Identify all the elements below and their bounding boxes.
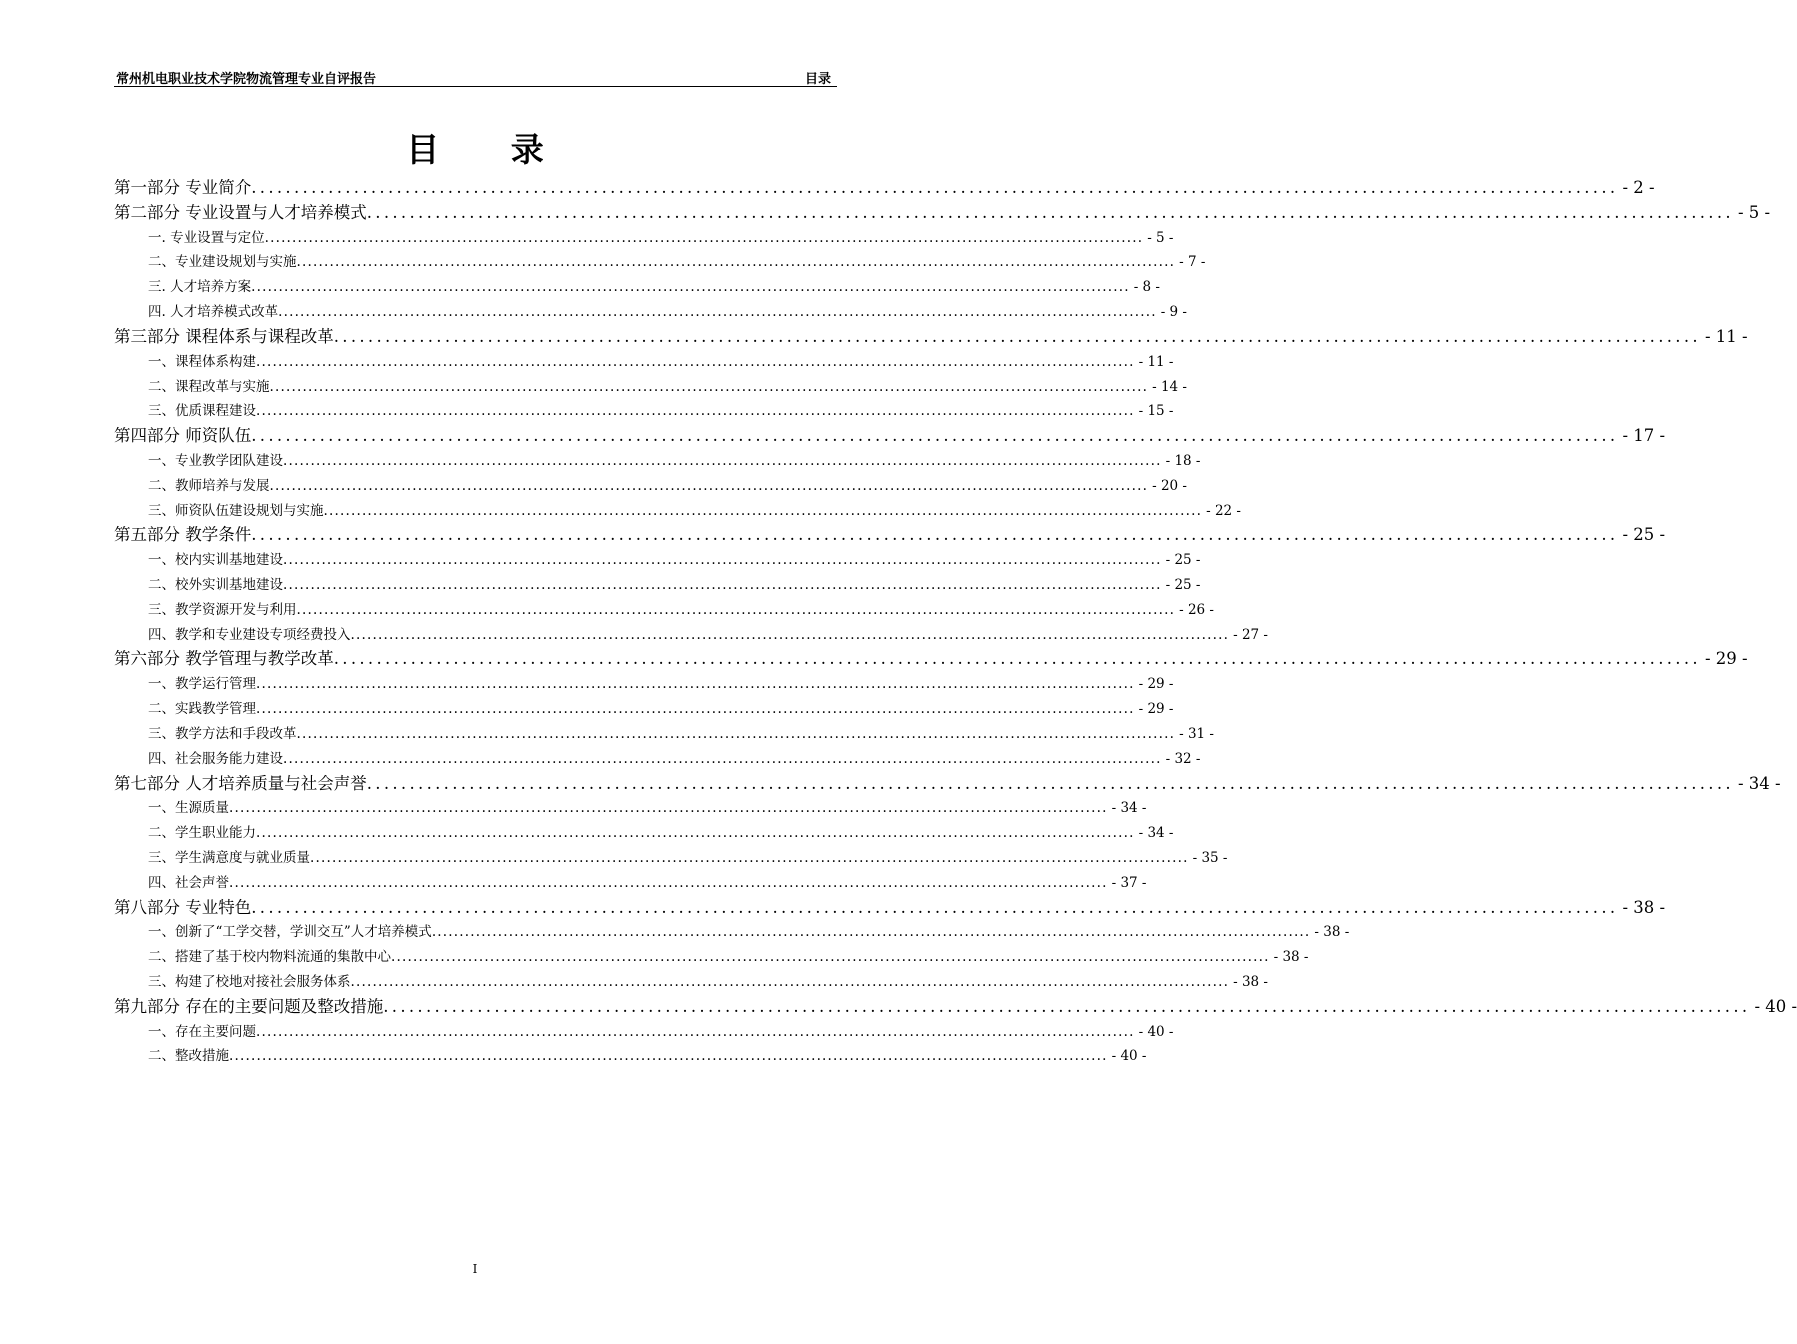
toc-entry-title: 四、社会声誉 [148, 874, 229, 891]
toc-entry-title: 一、创新了“工学交替，学训交互”人才培养模式 [148, 924, 432, 941]
toc-entry-page: - 32 - [1165, 750, 1201, 767]
toc-leader-dots: ................................................................................................................................................................ [366, 773, 1734, 793]
toc-entry-title: 第三部分 课程体系与课程改革 [114, 326, 334, 346]
toc-section-entry[interactable] [114, 449, 1201, 474]
toc-entry-title: 一、教学运行管理 [148, 676, 256, 693]
toc-leader-dots: ................................................................................................................................................................ [333, 326, 1701, 346]
toc-entry-page: - 38 - [1273, 949, 1309, 966]
toc-section-entry[interactable] [114, 226, 1174, 251]
toc-section-entry[interactable] [114, 821, 1174, 846]
toc-section-entry[interactable] [114, 920, 1350, 945]
toc-leader-dots: ................................................................................................................................................................ [383, 996, 1751, 1016]
toc-entry-page: - 25 - [1165, 552, 1201, 569]
toc-leader-dots: ................................................................................................................................................................ [323, 502, 1203, 519]
toc-section-entry[interactable] [114, 499, 1241, 524]
toc-leader-dots: ................................................................................................................................................................ [229, 874, 1108, 891]
toc-entry-title: 一、生源质量 [148, 800, 229, 817]
toc-section-entry[interactable] [114, 1020, 1174, 1045]
toc-section-entry[interactable] [114, 474, 1187, 499]
toc-entry-title: 二、专业建设规划与实施 [148, 254, 297, 271]
toc-entry-page: - 11 - [1138, 353, 1174, 370]
toc-entry-title: 三、优质课程建设 [148, 403, 256, 420]
toc-section-entry[interactable] [114, 970, 1268, 995]
toc-entry-title: 一、专业教学团队建设 [148, 452, 283, 469]
toc-entry-title: 二、搭建了基于校内物料流通的集散中心 [148, 949, 391, 966]
toc-entry-page: - 9 - [1160, 304, 1187, 321]
toc-leader-dots: ................................................................................................................................................................ [256, 1023, 1135, 1040]
toc-entry-page: - 26 - [1179, 601, 1214, 618]
toc-section-entry[interactable] [114, 871, 1147, 896]
toc-leader-dots: ................................................................................................................................................................ [296, 725, 1176, 742]
toc-section-entry[interactable] [114, 747, 1201, 772]
toc-entry-page: - 25 - [1622, 525, 1666, 545]
toc-leader-dots: ................................................................................................................................................................ [256, 353, 1135, 370]
toc-entry-page: - 38 - [1314, 924, 1350, 941]
toc-leader-dots: ................................................................................................................................................................ [283, 552, 1162, 569]
toc-entry-title: 第二部分 专业设置与人才培养模式 [114, 202, 367, 222]
toc-entry-title: 三、构建了校地对接社会服务体系 [148, 974, 351, 990]
toc-entry-page: - 7 - [1179, 254, 1206, 271]
table-of-contents [114, 176, 1797, 1069]
toc-entry-page: - 5 - [1147, 229, 1174, 246]
toc-entry-page: - 38 - [1233, 974, 1268, 990]
toc-leader-dots: ................................................................................................................................................................ [333, 649, 1701, 669]
toc-entry-title: 第五部分 教学条件 [114, 525, 252, 545]
toc-leader-dots: ................................................................................................................................................................ [283, 750, 1162, 767]
toc-leader-dots: ................................................................................................................................................................ [251, 525, 1619, 545]
toc-entry-page: - 34 - [1138, 825, 1174, 842]
toc-section-entry[interactable] [114, 350, 1174, 375]
toc-leader-dots: ................................................................................................................................................................ [283, 577, 1162, 593]
toc-section-entry[interactable] [114, 945, 1309, 970]
toc-leader-dots: ................................................................................................................................................................ [229, 800, 1108, 817]
toc-entry-title: 四、教学和专业建设专项经费投入 [148, 626, 351, 643]
toc-entry-title: 二、实践教学管理 [148, 701, 256, 718]
toc-section-entry[interactable] [114, 275, 1160, 300]
toc-entry-title: 二、校外实训基地建设 [148, 577, 283, 593]
toc-entry-page: - 11 - [1704, 326, 1748, 346]
toc-entry-title: 四、社会服务能力建设 [148, 750, 283, 767]
toc-entry-title: 四. 人才培养模式改革 [148, 304, 279, 321]
toc-entry-title: 二、学生职业能力 [148, 825, 256, 842]
toc-part-entry[interactable] [114, 424, 1666, 449]
toc-entry-title: 三、师资队伍建设规划与实施 [148, 502, 324, 519]
toc-leader-dots: ................................................................................................................................................................ [391, 949, 1270, 966]
toc-section-entry[interactable] [114, 672, 1174, 697]
toc-entry-page: - 14 - [1152, 378, 1187, 395]
toc-entry-page: - 25 - [1165, 577, 1201, 593]
toc-entry-page: - 29 - [1704, 649, 1748, 669]
toc-entry-title: 二、课程改革与实施 [148, 378, 270, 395]
toc-leader-dots: ................................................................................................................................................................ [256, 676, 1135, 693]
toc-entry-page: - 29 - [1138, 676, 1174, 693]
toc-section-entry[interactable] [114, 722, 1214, 747]
toc-entry-page: - 38 - [1622, 897, 1666, 917]
toc-part-entry[interactable] [114, 523, 1666, 548]
toc-part-entry[interactable] [114, 995, 1797, 1020]
toc-entry-title: 三、教学资源开发与利用 [148, 601, 297, 618]
toc-leader-dots: ................................................................................................................................................................ [431, 924, 1311, 941]
toc-entry-title: 三、教学方法和手段改革 [148, 725, 297, 742]
toc-leader-dots: ................................................................................................................................................................ [251, 897, 1619, 917]
toc-entry-title: 第六部分 教学管理与教学改革 [114, 649, 334, 669]
toc-entry-title: 第四部分 师资队伍 [114, 426, 252, 446]
toc-leader-dots: ................................................................................................................................................................ [251, 426, 1619, 446]
toc-leader-dots: ................................................................................................................................................................ [350, 626, 1230, 643]
toc-leader-dots: ................................................................................................................................................................ [251, 279, 1130, 296]
toc-entry-page: - 22 - [1206, 502, 1241, 519]
toc-part-entry[interactable] [114, 896, 1666, 921]
toc-entry-page: - 37 - [1111, 874, 1147, 891]
toc-entry-title: 第一部分 专业简介 [114, 178, 252, 197]
toc-leader-dots: ................................................................................................................................................................ [296, 601, 1176, 618]
toc-entry-title: 二、整改措施 [148, 1048, 229, 1065]
toc-entry-page: - 29 - [1138, 701, 1174, 718]
toc-leader-dots: ................................................................................................................................................................ [296, 254, 1176, 271]
section-label: 目录 [804, 72, 831, 87]
toc-section-entry[interactable] [114, 250, 1206, 275]
toc-leader-dots: ................................................................................................................................................................ [251, 178, 1619, 197]
toc-leader-dots: ................................................................................................................................................................ [229, 1048, 1108, 1065]
toc-entry-page: - 2 - [1622, 178, 1655, 197]
toc-section-entry[interactable] [114, 1044, 1147, 1069]
toc-section-entry[interactable] [114, 399, 1174, 424]
toc-part-entry[interactable] [114, 201, 1771, 226]
toc-part-entry[interactable] [114, 176, 1655, 201]
toc-entry-title: 第七部分 人才培养质量与社会声誉 [114, 773, 367, 793]
toc-entry-page: - 18 - [1165, 452, 1201, 469]
toc-entry-title: 第九部分 存在的主要问题及整改措施 [114, 996, 384, 1016]
toc-entry-page: - 17 - [1622, 426, 1666, 446]
toc-section-entry[interactable] [114, 548, 1201, 573]
page-title: 目 录 [406, 130, 574, 169]
toc-section-entry[interactable] [114, 697, 1174, 722]
report-title: 常州机电职业技术学院物流管理专业自评报告 [116, 72, 377, 87]
toc-leader-dots: ................................................................................................................................................................ [256, 825, 1135, 842]
toc-entry-page: - 27 - [1233, 626, 1268, 643]
toc-section-entry[interactable] [114, 375, 1187, 400]
toc-leader-dots: ................................................................................................................................................................ [283, 452, 1162, 469]
toc-entry-title: 一、存在主要问题 [148, 1023, 256, 1040]
toc-leader-dots: ................................................................................................................................................................ [269, 378, 1149, 395]
toc-part-entry[interactable] [114, 647, 1748, 672]
toc-leader-dots: ................................................................................................................................................................ [350, 974, 1230, 990]
toc-leader-dots: ................................................................................................................................................................ [269, 477, 1149, 494]
toc-entry-title: 第八部分 专业特色 [114, 897, 252, 917]
toc-entry-page: - 15 - [1138, 403, 1174, 420]
toc-section-entry[interactable] [114, 796, 1147, 821]
toc-entry-page: - 31 - [1179, 725, 1214, 742]
toc-entry-title: 一. 专业设置与定位 [148, 229, 265, 246]
toc-entry-page: - 40 - [1138, 1023, 1174, 1040]
toc-entry-page: - 40 - [1754, 996, 1797, 1016]
toc-entry-title: 二、教师培养与发展 [148, 477, 270, 494]
page-header [114, 66, 837, 87]
toc-section-entry[interactable] [114, 573, 1201, 598]
page-number: I [472, 1262, 478, 1276]
toc-part-entry[interactable] [114, 325, 1748, 350]
toc-entry-page: - 35 - [1192, 849, 1228, 866]
toc-entry-page: - 40 - [1111, 1048, 1147, 1065]
toc-leader-dots: ................................................................................................................................................................ [278, 304, 1157, 321]
toc-section-entry[interactable] [114, 623, 1268, 648]
toc-leader-dots: ................................................................................................................................................................ [256, 701, 1135, 718]
toc-entry-page: - 20 - [1152, 477, 1187, 494]
toc-entry-title: 一、课程体系构建 [148, 353, 256, 370]
toc-section-entry[interactable] [114, 300, 1187, 325]
toc-entry-title: 三、学生满意度与就业质量 [148, 849, 310, 866]
toc-entry-title: 一、校内实训基地建设 [148, 552, 283, 569]
toc-part-entry[interactable] [114, 772, 1781, 797]
toc-leader-dots: ................................................................................................................................................................ [310, 849, 1189, 866]
toc-entry-title: 三. 人才培养方案 [148, 279, 252, 296]
toc-leader-dots: ................................................................................................................................................................ [256, 403, 1135, 420]
toc-entry-page: - 8 - [1133, 279, 1160, 296]
toc-entry-page: - 34 - [1111, 800, 1147, 817]
toc-section-entry[interactable] [114, 846, 1228, 871]
toc-leader-dots: ................................................................................................................................................................ [264, 229, 1144, 246]
toc-entry-page: - 34 - [1737, 773, 1781, 793]
toc-leader-dots: ................................................................................................................................................................ [366, 202, 1734, 222]
toc-entry-page: - 5 - [1737, 202, 1771, 222]
toc-section-entry[interactable] [114, 598, 1214, 623]
